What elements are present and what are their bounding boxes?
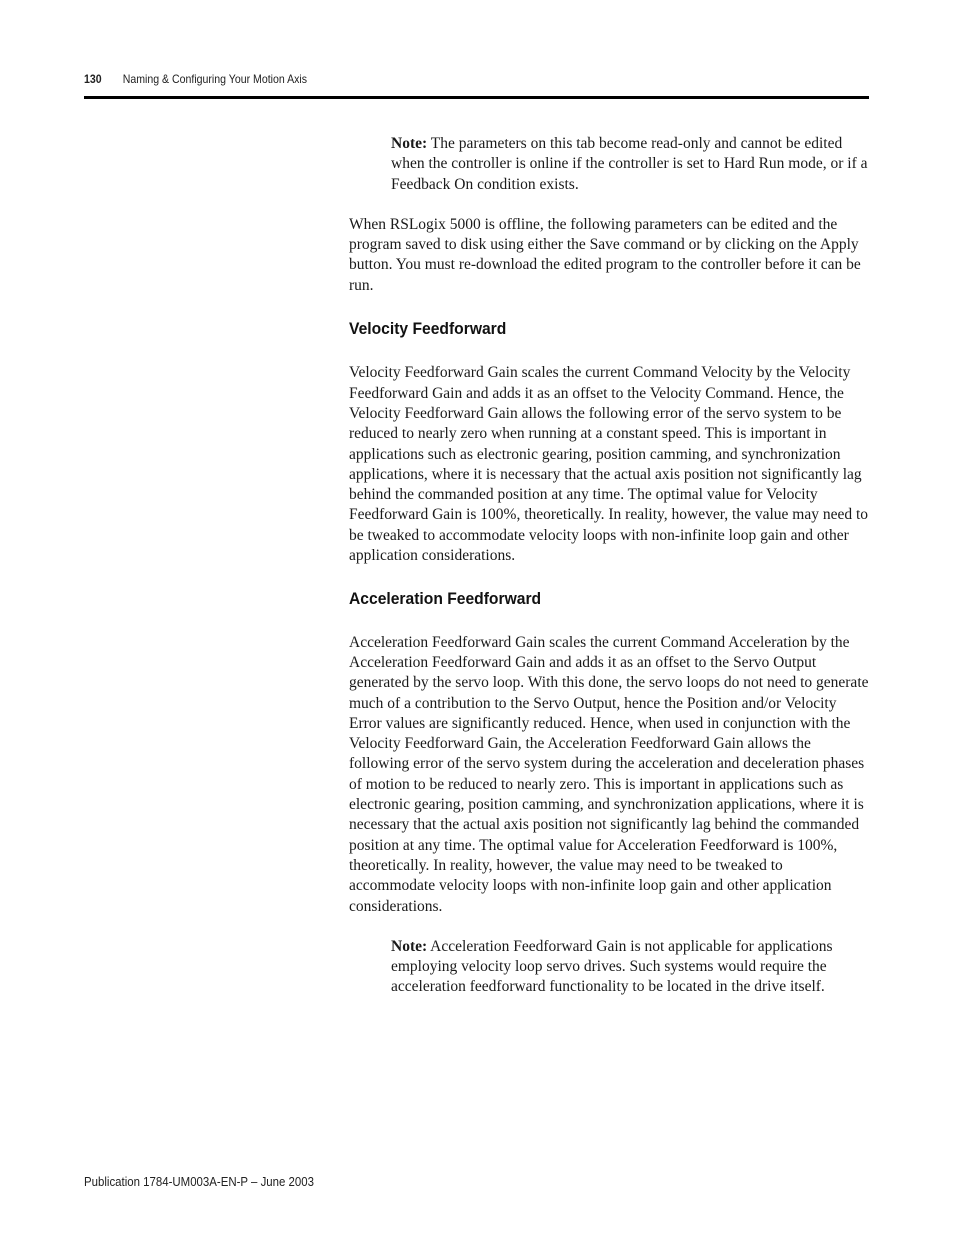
note-text: The parameters on this tab become read-only and cannot be edited when the controller is online if the controller is set to Hard Run mode, or if a Feedback On condition exists. xyxy=(391,135,868,193)
note-text: Acceleration Feedforward Gain is not applicable for applications employing velocity loop servo drives. Such systems would require the acceleration feedforward functionality to be located in the drive itself. xyxy=(391,937,833,996)
page-body xyxy=(349,134,869,998)
intro-paragraph: When RSLogix 5000 is offline, the following parameters can be edited and the program saved to disk using either the Save command or by clicking on the Apply button. You must re-download the edited program to the controller before it can be run. xyxy=(349,215,861,294)
velocity-feedforward-heading: Velocity Feedforward xyxy=(349,319,507,339)
acceleration-feedforward-heading: Acceleration Feedforward xyxy=(349,589,542,609)
page-footer: Publication 1784-UM003A-EN-P – June 2003 xyxy=(84,1174,315,1189)
velocity-feedforward-paragraph: Velocity Feedforward Gain scales the current Command Velocity by the Velocity Feedforward Gain and adds it as an offset to the Velocity Command. Hence, the Velocity Feedforward Gain allows the following error of the servo system to be reduced to nearly zero when running at a constant speed. This is important in applications such as electronic gearing, position camming, and synchronization applications, where it is necessary that the actual axis position not significantly lag behind the commanded position at any time. The optimal value for Velocity Feedforward Gain is 100%, theoretically. In reality, however, the value may need to be tweaked to accommodate velocity loops with non-infinite loop gain and other application considerations. xyxy=(349,364,869,565)
note-label: Note: xyxy=(391,135,428,152)
page-header xyxy=(84,72,775,86)
page-number: 130 xyxy=(84,72,102,86)
note-acceleration-applicability xyxy=(391,937,869,998)
chapter-title: Naming & Configuring Your Motion Axis xyxy=(122,72,308,86)
header-rule xyxy=(84,96,869,99)
note-online-readonly xyxy=(391,134,869,195)
acceleration-feedforward-paragraph: Acceleration Feedforward Gain scales the current Command Acceleration by the Acceleration Feedforward Gain and adds it as an offset to the Servo Output generated by the servo loop. With this done, the servo loops do not need to generate much of a contribution to the Servo Output, hence the Position and/or Velocity Error values are significantly reduced. Hence, when used in conjunction with the Velocity Feedforward Gain, the Acceleration Feedforward Gain allows the following error of the servo system during the acceleration and deceleration phases of motion to be reduced to nearly zero. This is important in applications such as electronic gearing, position camming, and synchronization applications, where it is necessary that the actual axis position not significantly lag behind the commanded position at any time. The optimal value for Acceleration Feedforward is 100%, theoretically. In reality, however, the value may need to be tweaked to accommodate velocity loops with non-infinite loop gain and other application considerations. xyxy=(349,633,869,915)
note-label: Note: xyxy=(391,937,428,955)
